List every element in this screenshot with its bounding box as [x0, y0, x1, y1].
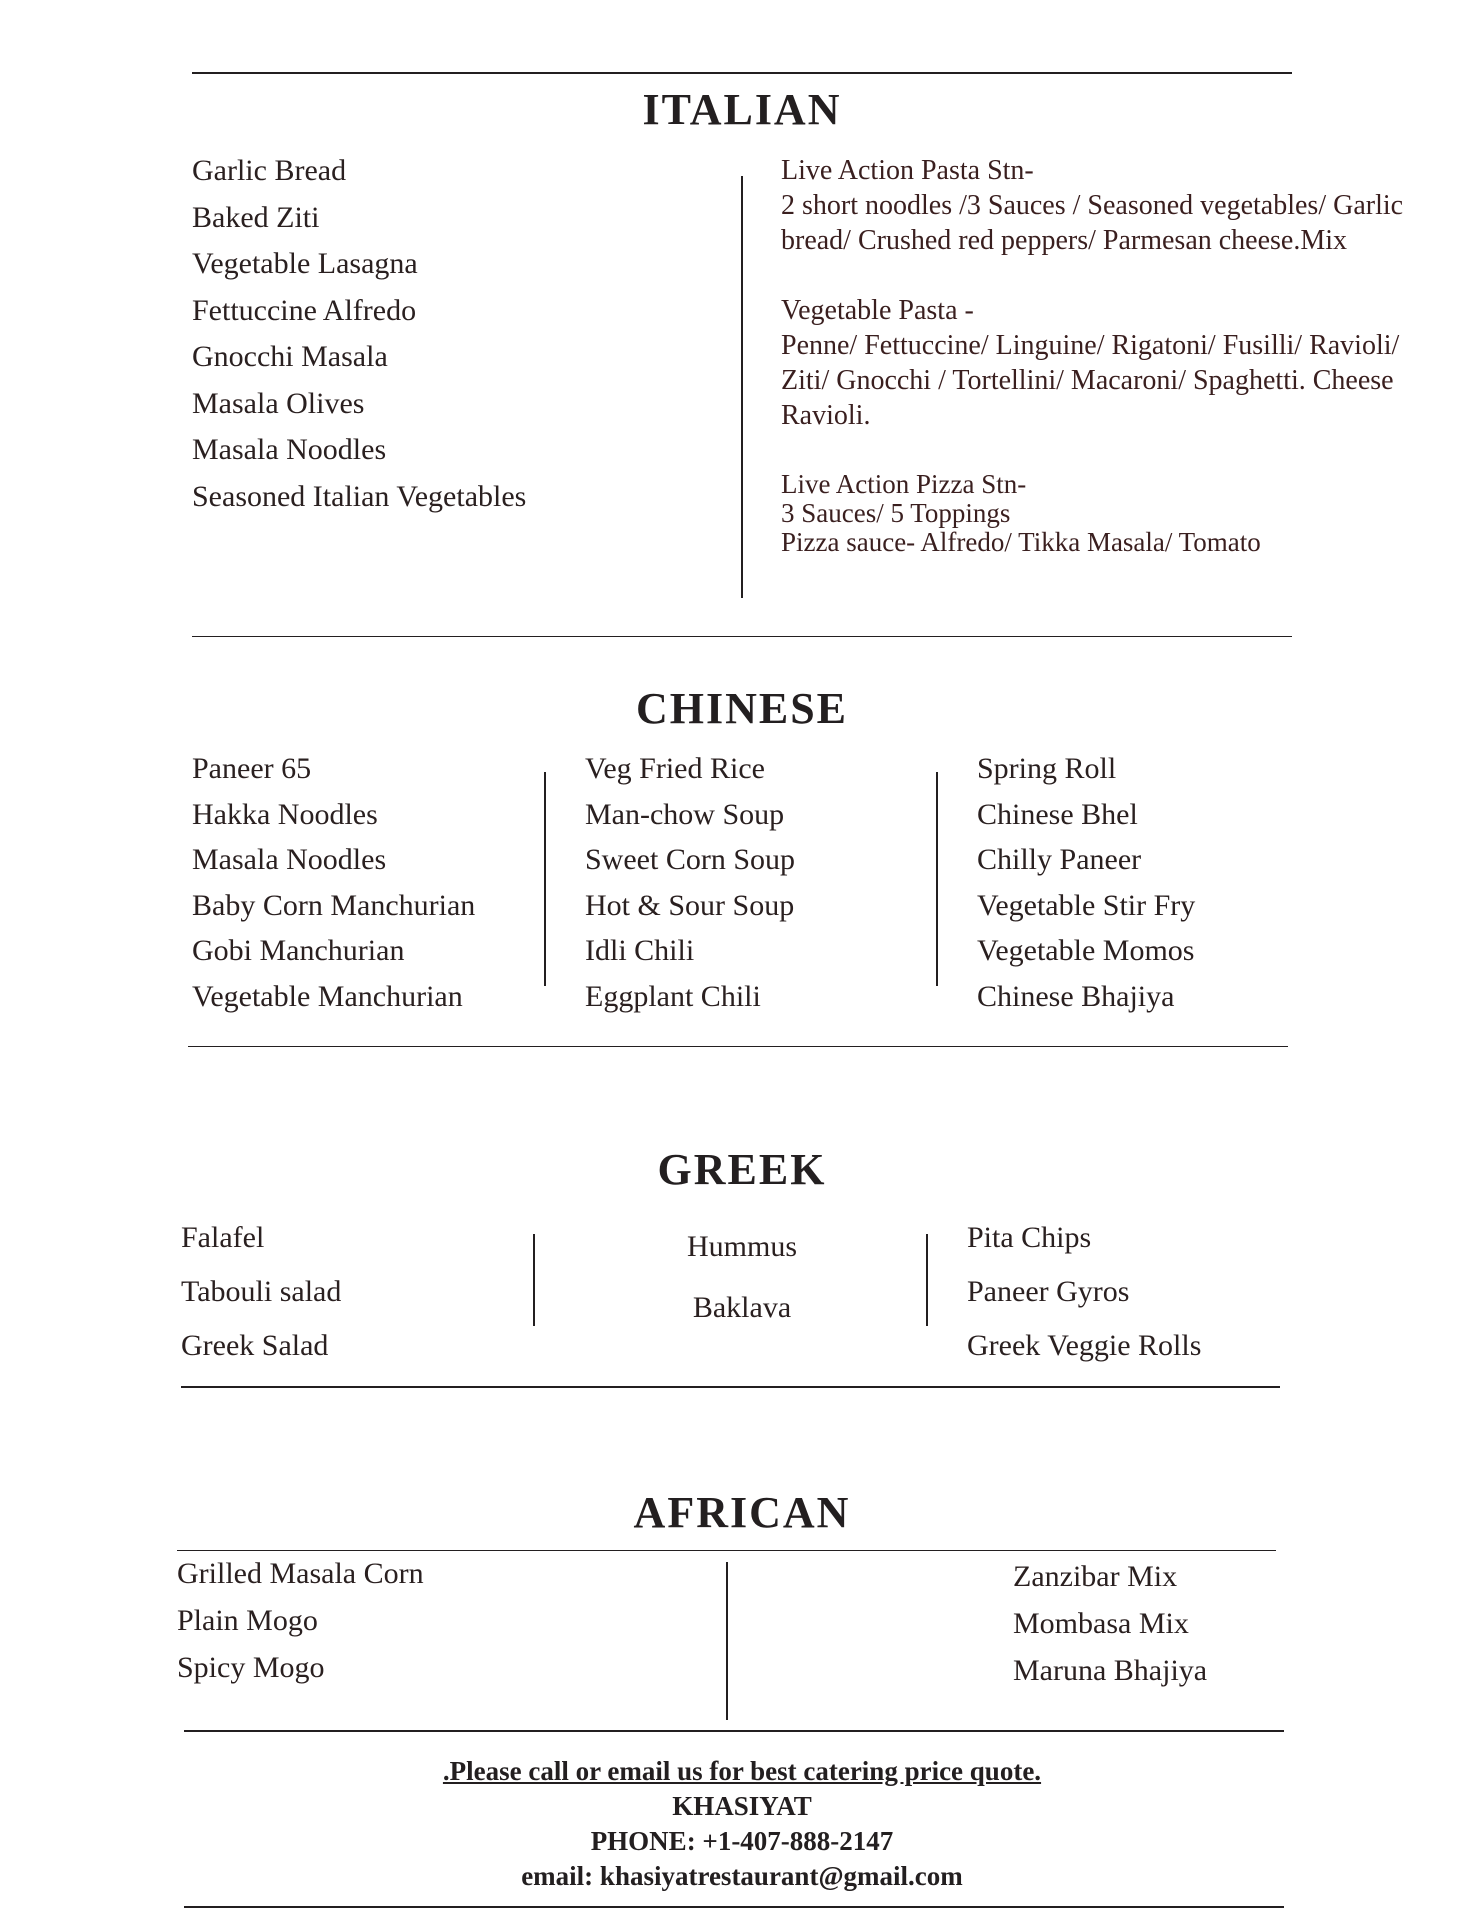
- list-item: Plain Mogo: [177, 1604, 318, 1637]
- pizza-station: [781, 470, 1441, 557]
- greek-heading: GREEK: [657, 1145, 827, 1194]
- list-item: Baby Corn Manchurian: [192, 888, 476, 922]
- african-column-1: [177, 1550, 597, 1691]
- chinese-column-3: [977, 746, 1317, 1020]
- list-item: Baked Ziti: [192, 200, 320, 234]
- column-divider: [936, 772, 938, 986]
- list-item: Masala Noodles: [192, 433, 387, 466]
- column-divider: [533, 1234, 535, 1326]
- list-item: Paneer 65: [192, 752, 312, 785]
- greek-column-1: [181, 1211, 501, 1373]
- list-item: Zanzibar Mix: [1013, 1560, 1178, 1593]
- list-item: Gobi Manchurian: [192, 934, 405, 968]
- pasta-station-line: 2 short noodles /3 Sauces / Seasoned vegetables/ Garlic: [781, 190, 1404, 221]
- list-item: Tabouli salad: [181, 1275, 342, 1308]
- chinese-heading: CHINESE: [635, 684, 849, 733]
- list-item: Seasoned Italian Vegetables: [192, 479, 527, 513]
- footer-note: [0, 1756, 1484, 1787]
- list-item: Gnocchi Masala: [192, 340, 388, 373]
- list-item: Masala Olives: [192, 386, 365, 420]
- pizza-station-line: 3 Sauces/ 5 Toppings: [781, 498, 1011, 528]
- vegetable-pasta: [781, 294, 1441, 433]
- greek-column-2: [584, 1216, 900, 1338]
- list-item: Vegetable Stir Fry: [977, 888, 1196, 922]
- divider: [192, 72, 1292, 74]
- list-item: Eggplant Chili: [585, 979, 761, 1013]
- list-item: Hot & Sour Soup: [585, 888, 795, 922]
- list-item: Baklava: [692, 1291, 792, 1324]
- list-item: Idli Chili: [585, 934, 695, 968]
- email-address: email: khasiyatrestaurant@gmail.com: [521, 1861, 963, 1891]
- business-name: KHASIYAT: [672, 1791, 812, 1821]
- list-item: Veg Fried Rice: [585, 752, 765, 785]
- list-item: Hummus: [686, 1230, 797, 1263]
- divider: [184, 1906, 1284, 1908]
- phone-number: PHONE: +1-407-888-2147: [590, 1826, 894, 1856]
- pasta-station-title: Live Action Pasta Stn-: [781, 155, 1034, 186]
- column-divider: [741, 176, 743, 598]
- pasta-station-line: bread/ Crushed red peppers/ Parmesan cheese.Mix: [781, 225, 1348, 256]
- list-item: Fettuccine Alfredo: [192, 293, 417, 327]
- list-item: Vegetable Lasagna: [192, 247, 418, 280]
- list-item: Greek Veggie Rolls: [967, 1329, 1202, 1362]
- african-heading: AFRICAN: [633, 1488, 851, 1537]
- chinese-column-2: [585, 746, 925, 1020]
- list-item: Man-chow Soup: [585, 797, 785, 831]
- list-item: Mombasa Mix: [1013, 1607, 1189, 1640]
- list-item: Chinese Bhel: [977, 797, 1138, 831]
- list-item: Chilly Paneer: [977, 843, 1142, 877]
- vegetable-pasta-title: Vegetable Pasta -: [781, 295, 974, 326]
- pizza-station-title: Live Action Pizza Stn-: [781, 469, 1027, 499]
- list-item: Sweet Corn Soup: [585, 843, 795, 877]
- list-item: Chinese Bhajiya: [977, 979, 1175, 1013]
- italian-list: [192, 148, 712, 520]
- divider: [184, 1730, 1284, 1732]
- column-divider: [544, 772, 546, 986]
- list-item: Greek Salad: [181, 1329, 329, 1362]
- list-item: Vegetable Momos: [977, 934, 1195, 968]
- list-item: Maruna Bhajiya: [1013, 1654, 1208, 1687]
- greek-column-3: [967, 1211, 1307, 1373]
- list-item: Falafel: [181, 1221, 265, 1254]
- list-item: Spring Roll: [977, 752, 1117, 785]
- list-item: Paneer Gyros: [967, 1275, 1130, 1308]
- price-quote-note: .Please call or email us for best catering price quote.: [442, 1756, 1042, 1786]
- list-item: Hakka Noodles: [192, 797, 378, 831]
- pizza-station-line: Pizza sauce- Alfredo/ Tikka Masala/ Tomato: [781, 527, 1261, 557]
- list-item: Pita Chips: [967, 1221, 1092, 1254]
- list-item: Masala Noodles: [192, 843, 387, 877]
- column-divider: [726, 1562, 728, 1720]
- vegetable-pasta-line: Penne/ Fettuccine/ Linguine/ Rigatoni/ Fusilli/ Ravioli/: [781, 330, 1400, 361]
- list-item: Spicy Mogo: [177, 1651, 325, 1684]
- divider: [188, 1046, 1288, 1047]
- divider: [181, 1386, 1280, 1388]
- list-item: Garlic Bread: [192, 154, 347, 187]
- pasta-station: [781, 154, 1441, 258]
- african-column-2: [1013, 1553, 1313, 1694]
- list-item: Vegetable Manchurian: [192, 979, 463, 1013]
- vegetable-pasta-line: Ravioli.: [781, 400, 871, 431]
- list-item: Grilled Masala Corn: [177, 1557, 424, 1590]
- column-divider: [926, 1234, 928, 1326]
- divider: [192, 636, 1292, 637]
- vegetable-pasta-line: Ziti/ Gnocchi / Tortellini/ Macaroni/ Spaghetti. Cheese: [781, 365, 1394, 396]
- chinese-column-1: [192, 746, 532, 1020]
- italian-heading: ITALIAN: [642, 85, 842, 134]
